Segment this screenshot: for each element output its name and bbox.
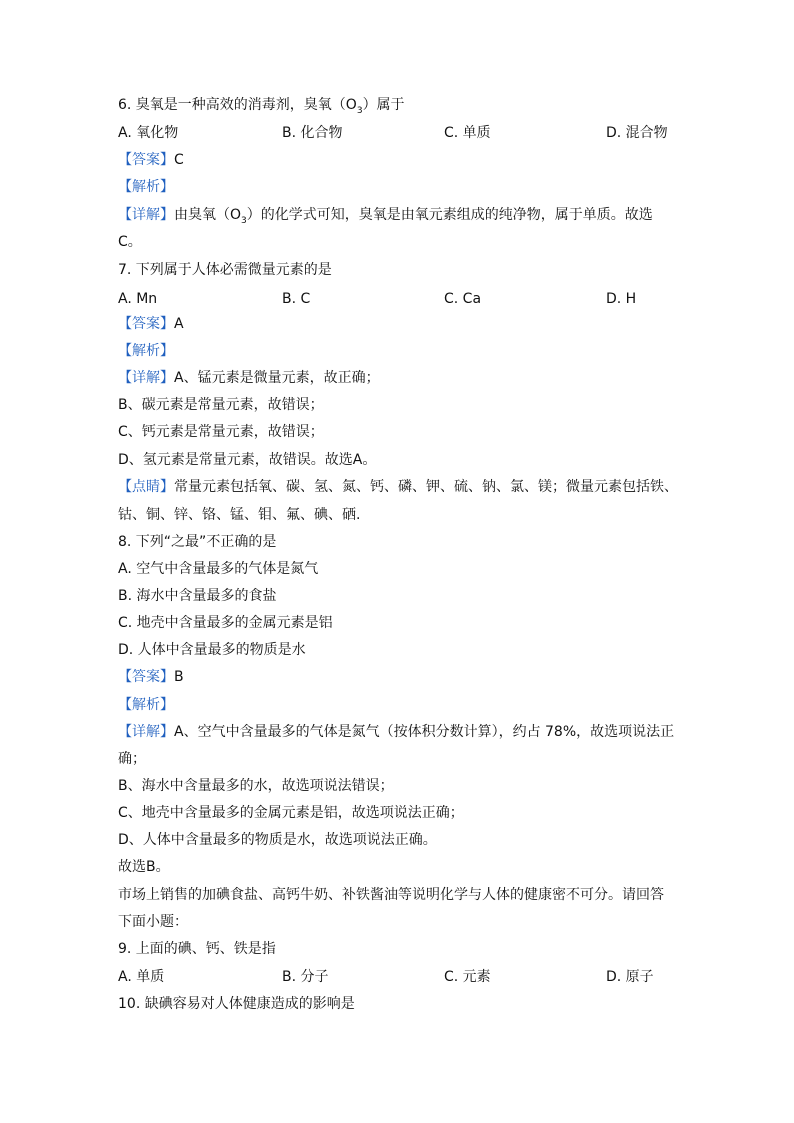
question-7-answer <box>118 315 184 333</box>
comment-tag: 【点睛】 <box>118 479 174 495</box>
question-8-detail-5: 故选B。 <box>118 859 170 875</box>
answer-tag: 【答案】 <box>118 316 174 332</box>
question-6-stem <box>118 96 405 120</box>
question-7-option-a: A. Mn <box>118 291 158 307</box>
question-9-stem: 9. 上面的碘、钙、铁是指 <box>118 941 276 957</box>
question-6-detail-line2: C。 <box>118 234 142 250</box>
question-8-option-b: B. 海水中含量最多的食盐 <box>118 588 277 604</box>
analysis-tag: 【解析】 <box>118 697 174 713</box>
question-6-analysis-tag <box>118 178 174 196</box>
question-8-detail-1b: 确； <box>118 751 146 767</box>
question-8-stem: 8. 下列“之最”不正确的是 <box>118 534 277 550</box>
question-7-comment-2: 钴、铜、锌、铬、锰、钼、氟、碘、硒. <box>118 507 361 523</box>
stem-text: 6. 臭氧是一种高效的消毒剂，臭氧（O <box>118 97 357 113</box>
question-6-answer <box>118 151 184 169</box>
question-10-stem: 10. 缺碘容易对人体健康造成的影响是 <box>118 996 355 1012</box>
question-8-detail-1 <box>118 723 674 741</box>
question-9-option-b: B. 分子 <box>282 969 329 985</box>
subscript: 3 <box>241 215 247 226</box>
question-9-option-c: C. 元素 <box>444 969 491 985</box>
question-9-option-d: D. 原子 <box>606 969 654 985</box>
question-7-option-c: C. Ca <box>444 291 482 307</box>
question-7-detail-1 <box>118 369 380 387</box>
question-8-option-c: C. 地壳中含量最多的金属元素是铝 <box>118 615 333 631</box>
question-7-option-d: D. H <box>606 291 637 307</box>
question-8-detail-4: D、人体中含量最多的物质是水，故选项说法正确。 <box>118 832 437 848</box>
detail-text: ）的化学式可知，臭氧是由氧元素组成的纯净物，属于单质。故选 <box>246 207 653 223</box>
detail-tag: 【详解】 <box>118 724 174 740</box>
detail-text: A、锰元素是微量元素，故正确； <box>174 370 380 386</box>
intro-line-2: 下面小题： <box>118 914 188 930</box>
answer-value: B <box>174 669 184 685</box>
question-7-detail-3: C、钙元素是常量元素，故错误； <box>118 424 324 440</box>
detail-text: A、空气中含量最多的气体是氮气（按体积分数计算），约占 78%，故选项说法正 <box>174 724 675 740</box>
question-7-stem: 7. 下列属于人体必需微量元素的是 <box>118 262 332 278</box>
question-7-option-b: B. C <box>282 291 311 307</box>
detail-text: 由臭氧（O <box>174 207 242 223</box>
analysis-tag: 【解析】 <box>118 343 174 359</box>
question-8-answer <box>118 668 184 686</box>
question-7-detail-2: B、碳元素是常量元素，故错误； <box>118 397 324 413</box>
comment-text: 常量元素包括氧、碳、氢、氮、钙、磷、钾、硫、钠、氯、镁；微量元素包括铁、 <box>174 479 678 495</box>
analysis-tag: 【解析】 <box>118 179 174 195</box>
answer-tag: 【答案】 <box>118 152 174 168</box>
question-6-option-a: A. 氧化物 <box>118 125 179 141</box>
question-6-detail <box>118 206 653 230</box>
question-8-detail-3: C、地壳中含量最多的金属元素是铝，故选项说法正确； <box>118 805 464 821</box>
answer-value: C <box>174 152 184 168</box>
question-6-option-c: C. 单质 <box>444 125 491 141</box>
question-8-option-d: D. 人体中含量最多的物质是水 <box>118 642 306 658</box>
subscript: 3 <box>356 105 363 116</box>
question-9-option-a: A. 单质 <box>118 969 165 985</box>
question-8-detail-2: B、海水中含量最多的水，故选项说法错误； <box>118 778 394 794</box>
detail-tag: 【详解】 <box>118 207 174 223</box>
question-7-detail-4: D、氢元素是常量元素，故错误。故选A。 <box>118 452 377 468</box>
question-6-option-d: D. 混合物 <box>606 125 668 141</box>
question-8-analysis-tag <box>118 696 174 714</box>
question-6-option-b: B. 化合物 <box>282 125 343 141</box>
answer-value: A <box>174 316 184 332</box>
question-7-analysis-tag <box>118 342 174 360</box>
answer-tag: 【答案】 <box>118 669 174 685</box>
detail-tag: 【详解】 <box>118 370 174 386</box>
stem-text: ）属于 <box>362 97 405 113</box>
question-7-comment-1 <box>118 478 678 496</box>
question-8-option-a: A. 空气中含量最多的气体是氮气 <box>118 561 319 577</box>
intro-line-1: 市场上销售的加碘食盐、高钙牛奶、补铁酱油等说明化学与人体的健康密不可分。请回答 <box>118 887 664 903</box>
